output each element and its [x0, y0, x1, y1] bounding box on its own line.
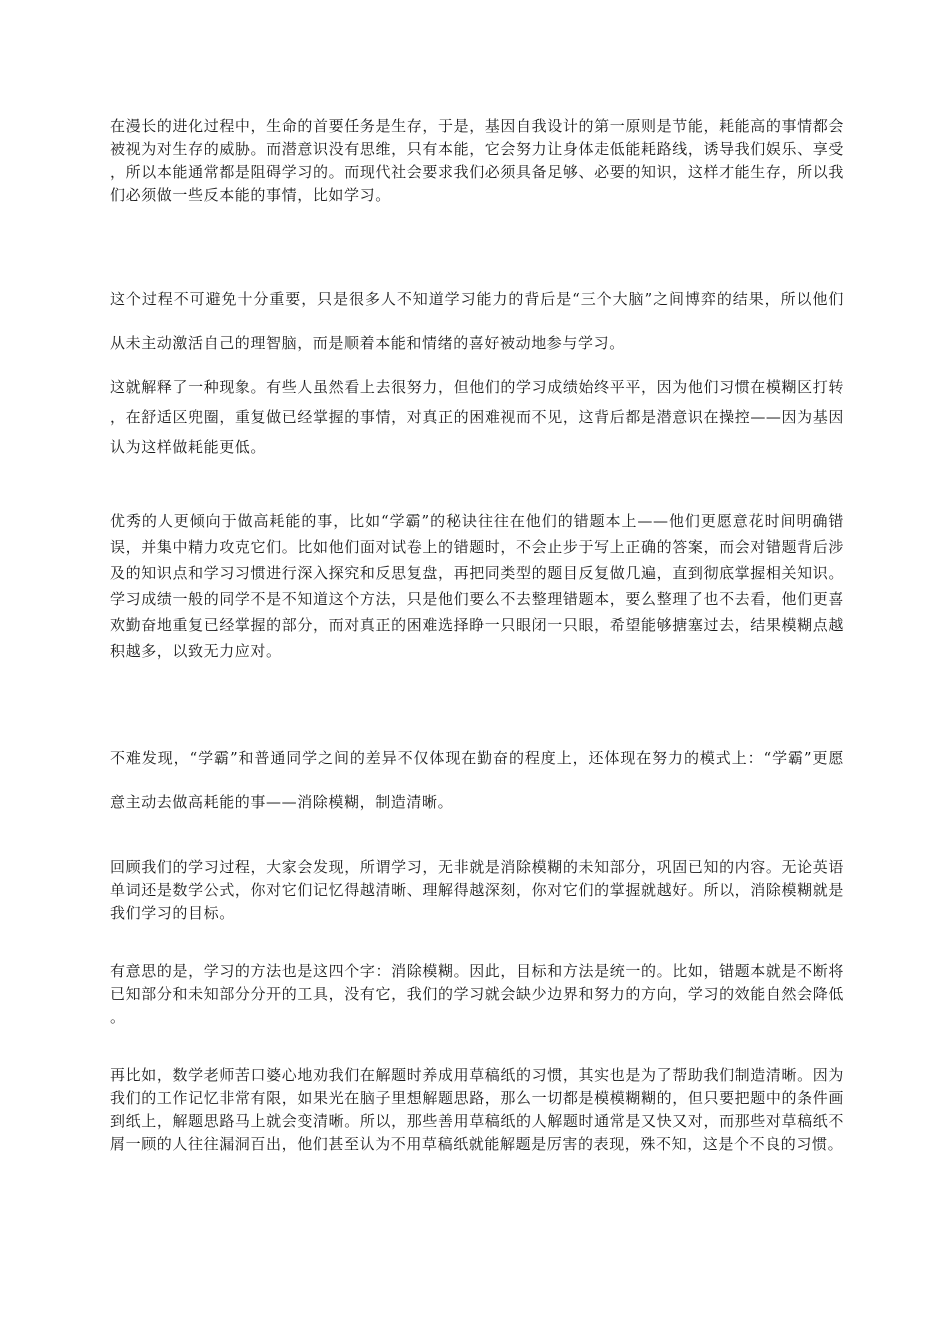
- paragraph-4: 优秀的人更倾向于做高耗能的事，比如“学霸”的秘诀往往在他们的错题本上——他们更愿意花时间明确错误，并集中精力攻克它们。比如他们面对试卷上的错题时，不会止步于写上正确的答案，而会对错题背后涉及的知识点和学习习惯进行深入探究和反思复盘，再把同类型的题目反复做几遍，直到彻底掌握相关知识。学习成绩一般的同学不是不知道这个方法，只是他们要么不去整理错题本，要么整理了也不去看，他们更喜欢勤奋地重复已经掌握的部分，而对真正的困难选择睁一只眼闭一只眼，希望能够搪塞过去，结果模糊点越积越多，以致无力应对。: [110, 512, 844, 660]
- paragraph-3: 这就解释了一种现象。有些人虽然看上去很努力，但他们的学习成绩始终平平，因为他们习惯在模糊区打转，在舒适区兜圈，重复做已经掌握的事情，对真正的困难视而不见，这背后都是潜意识在操控——因为基因认为这样做耗能更低。: [110, 378, 844, 456]
- paragraph-2: 这个过程不可避免十分重要，只是很多人不知道学习能力的背后是“三个大脑”之间博弈的结果，所以他们从未主动激活自己的理智脑，而是顺着本能和情绪的喜好被动地参与学习。: [110, 290, 844, 352]
- paragraph-3a: [110, 372, 844, 462]
- paragraph-5: 不难发现，“学霸”和普通同学之间的差异不仅体现在勤奋的程度上，还体现在努力的模式上：“学霸”更愿意主动去做高耗能的事——消除模糊，制造清晰。: [110, 749, 844, 811]
- paragraph-8: 再比如，数学老师苦口婆心地劝我们在解题时养成用草稿纸的习惯，其实也是为了帮助我们制造清晰。因为我们的工作记忆非常有限，如果光在脑子里想解题思路，那么一切都是模模糊糊的，但只要把题中的条件画到纸上，解题思路马上就会变清晰。所以，那些善用草稿纸的人解题时通常是又快又对，而那些对草稿纸不屑一顾的人往往漏洞百出，他们甚至认为不用草稿纸就能解题是厉害的表现，殊不知，这是个不良的习惯。: [110, 1066, 844, 1153]
- paragraph-7: 有意思的是，学习的方法也是这四个字：消除模糊。因此，目标和方法是统一的。比如，错题本就是不断将已知部分和未知部分分开的工具，没有它，我们的学习就会缺少边界和努力的方向，学习的效能自然会降低。: [110, 962, 844, 1026]
- paragraph-6: 回顾我们的学习过程，大家会发现，所谓学习，无非就是消除模糊的未知部分，巩固已知的内容。无论英语单词还是数学公式，你对它们记忆得越清晰、理解得越深刻，你对它们的掌握就越好。所以，消除模糊就是我们学习的目标。: [110, 858, 844, 922]
- paragraph-1: 在漫长的进化过程中，生命的首要任务是生存，于是，基因自我设计的第一原则是节能，耗能高的事情都会被视为对生存的威胁。而潜意识没有思维，只有本能，它会努力让身体走低能耗路线，诱导我们娱乐、享受，所以本能通常都是阻碍学习的。而现代社会要求我们必须具备足够、必要的知识，这样才能生存，所以我们必须做一些反本能的事情，比如学习。: [110, 117, 844, 204]
